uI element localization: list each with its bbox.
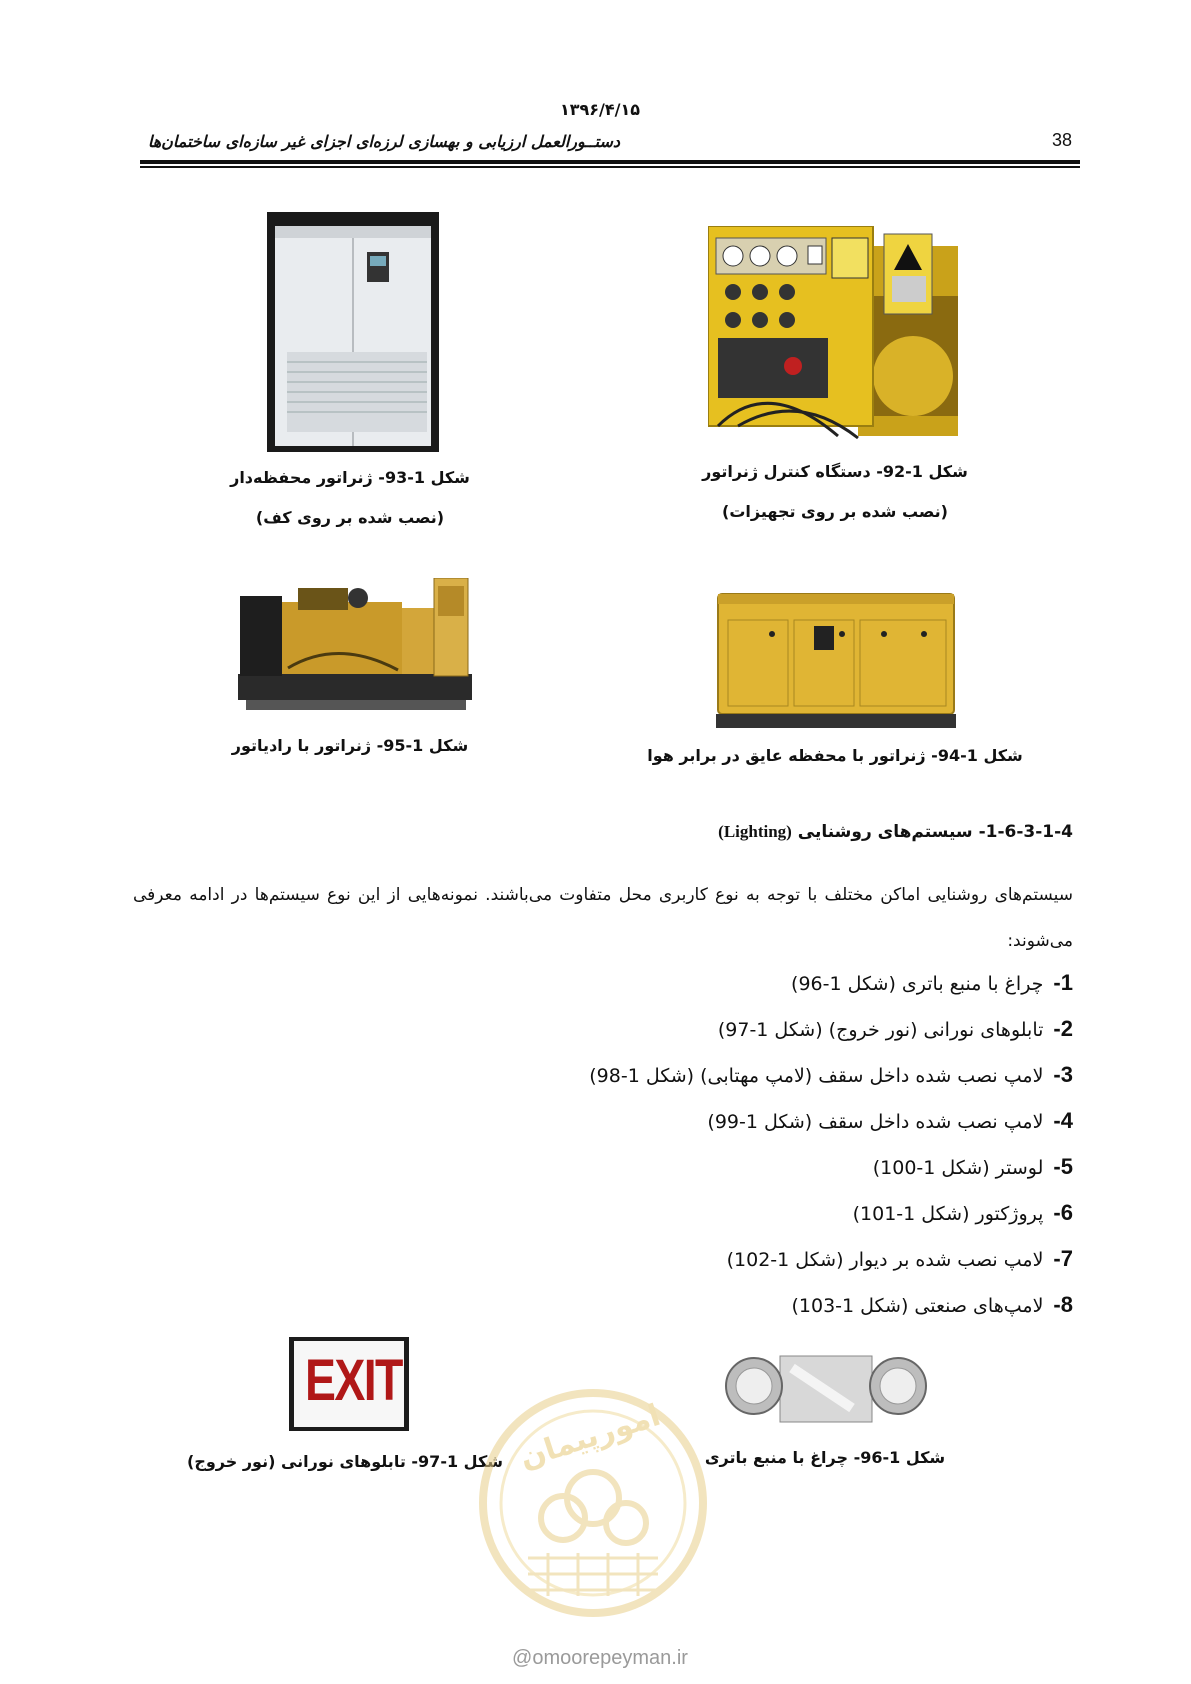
fig93-caption-line2: (نصب شده بر روی کف) xyxy=(255,508,445,527)
watermark-url: @omoorepeyman.ir xyxy=(512,1647,688,1669)
list-item xyxy=(853,1200,1073,1226)
list-item xyxy=(718,1016,1073,1042)
list-item xyxy=(727,1246,1073,1272)
list-item-number: 1- xyxy=(1053,970,1073,995)
exit-sign-photo xyxy=(289,1337,409,1431)
generator-control-panel-photo xyxy=(708,226,960,442)
list-item xyxy=(589,1062,1073,1088)
battery-lamp-photo xyxy=(722,1348,932,1430)
list-item-text: لامپ نصب شده داخل سقف (شکل 1-99) xyxy=(707,1111,1044,1133)
enclosed-generator-photo xyxy=(267,212,439,452)
list-item xyxy=(707,1108,1073,1134)
list-item xyxy=(791,970,1073,996)
list-item-text: لامپ نصب شده بر دیوار (شکل 1-102) xyxy=(726,1249,1044,1271)
list-item-text: چراغ با منبع باتری (شکل 1-96) xyxy=(791,973,1044,995)
header-rule-thick xyxy=(140,160,1080,164)
list-item-number: 3- xyxy=(1053,1062,1073,1087)
header-title: دستــورالعمل ارزیابی و بهسازی لرزه‌ای اجزای غیر سازه‌ای ساختمان‌ها xyxy=(147,132,620,151)
watermark-logo xyxy=(468,1378,718,1638)
fig92-caption-line2: (نصب شده بر روی تجهیزات) xyxy=(722,502,948,521)
section-paragraph: سیستم‌های روشنایی اماکن مختلف با توجه به نوع کاربری محل متفاوت می‌باشند. نمونه‌هایی از این نوع سیستم‌ها در ادامه معرفی می‌شوند: xyxy=(133,885,1073,951)
list-item-text: لامپ نصب شده داخل سقف (لامپ مهتابی) (شکل 1-98) xyxy=(589,1065,1044,1087)
list-item-text: لامپ‌های صنعتی (شکل 1-103) xyxy=(791,1295,1044,1317)
header-date: ۱۳۹۶/۴/۱۵ xyxy=(559,100,641,119)
list-item-number: 6- xyxy=(1053,1200,1073,1225)
page-number: 38 xyxy=(1052,130,1073,150)
fig97-caption: شکل 1-97- تابلوهای نورانی (نور خروج) xyxy=(187,1452,503,1471)
fig93-caption-line1: شکل 1-93- ژنراتور محفظه‌دار xyxy=(230,468,470,487)
list-item-number: 2- xyxy=(1053,1016,1073,1041)
header-rule-thin xyxy=(140,166,1080,168)
fig96-caption: شکل 1-96- چراغ با منبع باتری xyxy=(704,1448,946,1467)
list-item-number: 8- xyxy=(1053,1292,1073,1317)
list-item-number: 7- xyxy=(1053,1246,1073,1271)
weatherproof-generator-photo xyxy=(714,590,960,732)
exit-sign-face xyxy=(294,1341,404,1427)
section-heading xyxy=(718,822,1073,842)
section-heading-number: 1-6-3-1-4- xyxy=(978,822,1073,842)
exit-sign-text: EXIT xyxy=(305,1348,402,1413)
list-item xyxy=(873,1154,1073,1180)
radiator-generator-photo xyxy=(238,578,472,720)
fig92-caption-line1: شکل 1-92- دستگاه کنترل ژنراتور xyxy=(702,462,968,481)
section-heading-title: سیستم‌های روشنایی xyxy=(797,822,973,842)
list-item-number: 4- xyxy=(1053,1108,1073,1133)
fig95-caption: شکل 1-95- ژنراتور با رادیاتور xyxy=(231,736,469,755)
list-item-text: لوستر (شکل 1-100) xyxy=(872,1157,1044,1179)
svg-text:امورپیمان: امورپیمان xyxy=(515,1397,665,1477)
section-heading-english: (Lighting) xyxy=(718,822,792,841)
list-item-number: 5- xyxy=(1053,1154,1073,1179)
fig94-caption: شکل 1-94- ژنراتور با محفظه عایق در برابر هوا xyxy=(647,746,1023,765)
list-item-text: پروژکتور (شکل 1-101) xyxy=(852,1203,1044,1225)
list-item-text: تابلوهای نورانی (نور خروج) (شکل 1-97) xyxy=(717,1019,1044,1041)
list-item xyxy=(791,1292,1073,1318)
